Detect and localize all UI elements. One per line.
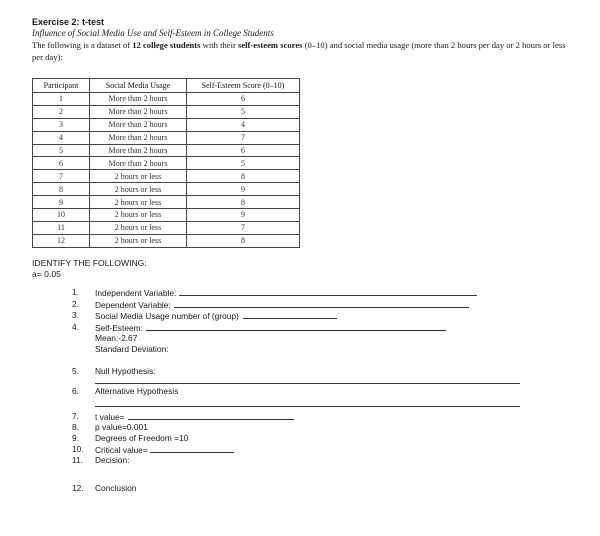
cell-participant: 6 bbox=[33, 157, 90, 170]
answer-blank-t-value[interactable] bbox=[128, 411, 294, 420]
question-item bbox=[32, 366, 572, 377]
cell-participant: 7 bbox=[33, 170, 90, 183]
question-number: 2. bbox=[72, 298, 79, 309]
question-item bbox=[32, 411, 572, 423]
question-item bbox=[32, 483, 572, 494]
cell-usage: 2 hours or less bbox=[90, 234, 187, 247]
question-number: 6. bbox=[72, 386, 79, 397]
identify-heading: IDENTIFY THE FOLLOWING: bbox=[32, 258, 147, 268]
cell-usage: 2 hours or less bbox=[90, 183, 187, 196]
table-row bbox=[33, 131, 300, 144]
cell-participant: 5 bbox=[33, 144, 90, 157]
question-text: Null Hypothesis: bbox=[95, 365, 156, 376]
cell-usage: More than 2 hours bbox=[90, 105, 187, 118]
cell-score: 6 bbox=[187, 144, 300, 157]
question-number: 7. bbox=[72, 410, 79, 421]
table-header-row bbox=[33, 79, 300, 93]
table-row bbox=[33, 118, 300, 131]
question-number: 9. bbox=[72, 432, 79, 443]
question-text: Self-Esteem: bbox=[95, 322, 143, 333]
question-text: Degrees of Freedom =10 bbox=[95, 432, 189, 443]
cell-score: 8 bbox=[187, 234, 300, 247]
question-number: 3. bbox=[72, 310, 79, 321]
cell-usage: 2 hours or less bbox=[90, 170, 187, 183]
column-header-participant: Participant bbox=[33, 79, 90, 93]
question-number: 4. bbox=[72, 321, 79, 332]
cell-usage: More than 2 hours bbox=[90, 93, 187, 106]
table-row bbox=[33, 93, 300, 106]
intro-part: with their bbox=[200, 40, 238, 50]
cell-score: 6 bbox=[187, 93, 300, 106]
answer-line-alternative[interactable] bbox=[95, 399, 520, 407]
answer-blank-critical-value[interactable] bbox=[150, 444, 234, 453]
cell-participant: 10 bbox=[33, 209, 90, 222]
table-row bbox=[33, 196, 300, 209]
cell-score: 9 bbox=[187, 183, 300, 196]
question-number: 5. bbox=[72, 365, 79, 376]
cell-participant: 1 bbox=[33, 93, 90, 106]
question-text: Critical value= bbox=[95, 444, 148, 455]
question-item bbox=[32, 299, 572, 311]
alpha-value: a= 0.05 bbox=[32, 268, 61, 279]
question-text: Social Media Usage number of (group) bbox=[95, 311, 239, 322]
table-row bbox=[33, 170, 300, 183]
answer-blank-independent[interactable] bbox=[179, 287, 477, 296]
question-text: p value=0.001 bbox=[95, 422, 148, 433]
question-item bbox=[32, 422, 572, 433]
intro-part: (0–10) and social media usage (more than 2 hours per day or 2 hours or less per day): bbox=[32, 40, 566, 62]
identify-section bbox=[32, 258, 147, 279]
question-text: t value= bbox=[95, 411, 125, 422]
cell-score: 8 bbox=[187, 196, 300, 209]
cell-participant: 9 bbox=[33, 196, 90, 209]
cell-usage: 2 hours or less bbox=[90, 196, 187, 209]
intro-bold-students: 12 college students bbox=[132, 40, 201, 50]
answer-line-null[interactable] bbox=[95, 376, 520, 384]
table-row bbox=[33, 221, 300, 234]
cell-usage: More than 2 hours bbox=[90, 144, 187, 157]
cell-usage: More than 2 hours bbox=[90, 131, 187, 144]
question-item bbox=[32, 310, 572, 322]
table-row bbox=[33, 144, 300, 157]
question-item bbox=[32, 444, 572, 456]
exercise-title: Exercise 2: t-test bbox=[32, 17, 105, 27]
question-text: Alternative Hypothesis bbox=[95, 386, 179, 397]
question-item bbox=[32, 455, 572, 466]
question-item bbox=[32, 344, 572, 355]
question-item bbox=[32, 322, 572, 334]
question-number: 8. bbox=[72, 422, 79, 433]
cell-participant: 11 bbox=[33, 221, 90, 234]
cell-participant: 12 bbox=[33, 234, 90, 247]
answer-blank-self-esteem[interactable] bbox=[146, 322, 446, 331]
cell-participant: 4 bbox=[33, 131, 90, 144]
question-item bbox=[32, 386, 572, 397]
question-item bbox=[32, 287, 572, 299]
table-row bbox=[33, 209, 300, 222]
table-row bbox=[33, 157, 300, 170]
cell-score: 9 bbox=[187, 209, 300, 222]
cell-usage: 2 hours or less bbox=[90, 209, 187, 222]
answer-blank-group-number[interactable] bbox=[243, 310, 337, 319]
cell-score: 5 bbox=[187, 157, 300, 170]
question-item bbox=[32, 333, 572, 344]
intro-part: The following is a dataset of bbox=[32, 40, 133, 50]
question-number: 10. bbox=[72, 443, 84, 454]
question-text: Conclusion bbox=[95, 482, 137, 493]
question-number: 12. bbox=[72, 482, 84, 493]
cell-score: 8 bbox=[187, 170, 300, 183]
answer-line-row bbox=[32, 399, 572, 407]
cell-participant: 2 bbox=[33, 105, 90, 118]
mean-line: Mean:-2.67 bbox=[95, 333, 138, 344]
dataset-table bbox=[32, 78, 300, 248]
question-text: Dependent Variable: bbox=[95, 299, 171, 310]
cell-participant: 3 bbox=[33, 118, 90, 131]
worksheet bbox=[32, 17, 572, 493]
question-list bbox=[32, 287, 572, 493]
table-row bbox=[33, 105, 300, 118]
cell-score: 7 bbox=[187, 131, 300, 144]
intro-text bbox=[32, 40, 567, 63]
cell-score: 7 bbox=[187, 221, 300, 234]
table-body bbox=[33, 93, 300, 248]
cell-usage: More than 2 hours bbox=[90, 118, 187, 131]
question-number: 11. bbox=[72, 455, 84, 466]
intro-bold-scores: self-esteem scores bbox=[238, 40, 303, 50]
cell-score: 4 bbox=[187, 118, 300, 131]
column-header-score: Self-Esteem Score (0–10) bbox=[187, 79, 300, 93]
question-item bbox=[32, 433, 572, 444]
column-header-usage: Social Media Usage bbox=[90, 79, 187, 93]
table-row bbox=[33, 183, 300, 196]
table-row bbox=[33, 234, 300, 247]
cell-usage: More than 2 hours bbox=[90, 157, 187, 170]
exercise-subtitle: Influence of Social Media Use and Self-Esteem in College Students bbox=[32, 28, 274, 38]
answer-blank-dependent[interactable] bbox=[174, 299, 469, 308]
cell-score: 5 bbox=[187, 105, 300, 118]
cell-usage: 2 hours or less bbox=[90, 221, 187, 234]
question-text: Independent Variable: bbox=[95, 288, 177, 298]
question-number: 1. bbox=[72, 287, 79, 297]
question-text: Decision: bbox=[95, 455, 130, 466]
answer-line-row bbox=[32, 376, 572, 384]
sd-line: Standard Deviation: bbox=[95, 343, 169, 354]
cell-participant: 8 bbox=[33, 183, 90, 196]
